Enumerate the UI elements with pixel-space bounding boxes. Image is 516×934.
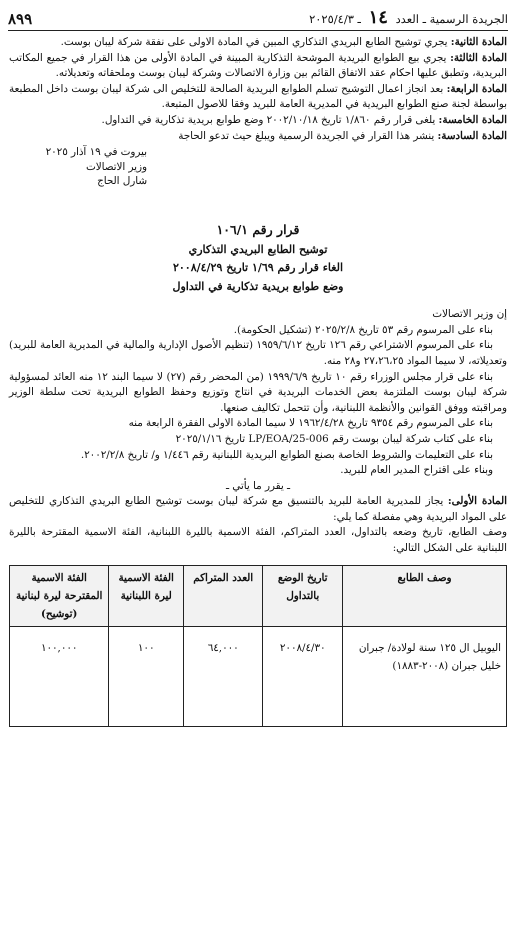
cell-cumulative: ٦٤,٠٠٠	[183, 626, 263, 726]
article-5: المادة الخامسة: يلغى قرار رقم ١/٨٦٠ تاريخ ٢٠٠٢/١٠/١٨ وضع طوابع بريدية تذكارية في التداول.	[101, 113, 507, 126]
page-header	[8, 6, 508, 28]
decision-title-1: توشيح الطابع البريدي التذكاري	[188, 242, 328, 256]
preamble-item: بناء على التعليمات والشروط الخاصة بصنع الطوابع البريدية اللبنانية رقم ١/٤٤٦ و/ تاريخ ٢٠٠٢/٢/٨.	[80, 448, 493, 461]
decision-number: قرار رقم ١٠٦/١	[216, 221, 300, 237]
preamble-item: بناء على المرسوم رقم ٩٣٥٤ تاريخ ١٩٦٢/٤/٢٨ لا سيما المادة الاولى الفقرة الرابعة منه	[128, 417, 493, 430]
decides-line: ـ يقرر ما يأتي ـ	[226, 479, 290, 492]
col-header-date: تاريخ الوضع بالتداول	[263, 565, 343, 626]
cell-nominal: ١٠٠	[109, 626, 184, 726]
article-1-followup: وصف الطابع، تاريخ وضعه بالتداول، العدد المتراكم، الفئة الاسمية بالليرة اللبنانية، الفئة الاسمية المقترحة بالليرة اللبنانية على الشكل التالي:	[9, 526, 507, 555]
signature-block	[9, 145, 507, 189]
article-2: المادة الثانية: يجري توشيح الطابع البريدي التذكاري المبين في المادة الاولى على نفقة شركة ليبان بوست.	[60, 36, 507, 48]
signature-place-date: بيروت في ١٩ آذار ٢٠٢٥	[45, 146, 147, 159]
cell-description: اليوبيل ال ١٢٥ سنة لولادة/ جبران خليل جبران (٢٠٠٨-١٨٨٣)	[343, 626, 507, 726]
article-4: المادة الرابعة: بعد انجاز اعمال التوشيح تسلم الطوابع البريدية الصالحة للتخليص الى شركة ليبان بوست داخل المطبعة بواسطة لجنة صنع الطوابع البريدية في المديرية العامة للبريد وفقا للاصول المتبعة.	[9, 82, 507, 111]
signature-name: شارل الحاج	[97, 175, 147, 188]
document-body	[9, 35, 507, 727]
col-header-proposed: الفئة الاسمية المقترحة ليرة لبنانية (توشيح)	[10, 565, 109, 626]
header-rule	[8, 30, 508, 31]
article-1: المادة الأولى: يجاز للمديرية العامة للبريد بالتنسيق مع شركة ليبان بوست توشيح الطابع البريدي التذكاري للتخليص على المواد البريدية وهي مفصلة كما يلي:	[9, 495, 507, 523]
preamble-item: وبناء على اقتراح المدير العام للبريد.	[340, 464, 493, 477]
page-number: ٨٩٩	[8, 10, 33, 28]
col-header-nominal: الفئة الاسمية ليرة اللبنانية	[109, 565, 184, 626]
decision-title-2: الغاء قرار رقم ١/٦٩ تاريخ ٢٠٠٨/٤/٢٩	[172, 261, 344, 275]
col-header-cumulative: العدد المتراكم	[183, 565, 263, 626]
preamble-item: بناء على قرار مجلس الوزراء رقم ١٠ تاريخ ١٩٩٩/٦/٩ (من المحضر رقم (٢٧) لا سيما البند ١٢ منه العائد لمسؤولية شركة ليبان بوست الملتزمة بعض الخدمات البريدية في انتاج وتوزيع وحفظ الطوابع البريدية تحت سلطة الوزير ومراقبته ووفق القوانين والأنظمة اللبنانية، وأن تتحمل تكاليف صنعها.	[9, 370, 507, 414]
cell-proposed: ١٠٠,٠٠٠	[10, 626, 109, 726]
table-row	[10, 626, 507, 726]
publication-name: الجريدة الرسمية ـ العدد	[395, 12, 508, 26]
preamble-item: بناء على كتاب شركة ليبان بوست رقم LP/EOA/25-006 تاريخ ٢٠٢٥/١/١٦	[175, 432, 493, 445]
preamble-opening: إن وزير الاتصالات	[432, 308, 507, 321]
article-6: المادة السادسة: ينشر هذا القرار في الجريدة الرسمية ويبلغ حيث تدعو الحاجة	[178, 129, 507, 142]
gazette-title	[309, 7, 508, 28]
issue-date: ـ ٢٠٢٥/٤/٣	[309, 12, 361, 26]
decision-title-3: وضع طوابع بريدية تذكارية في التداول	[172, 279, 344, 293]
col-header-description: وصف الطابع	[343, 565, 507, 626]
preamble	[9, 307, 507, 557]
stamps-table	[9, 565, 507, 727]
cell-date: ٢٠٠٨/٤/٣٠	[263, 626, 343, 726]
preamble-item: بناء على المرسوم رقم ٥٣ تاريخ ٢٠٢٥/٢/٨ (تشكيل الحكومة).	[233, 323, 493, 336]
table-header-row	[10, 565, 507, 626]
preamble-item: بناء على المرسوم الاشتراعي رقم ١٢٦ تاريخ ١٩٥٩/٦/١٢ (تنظيم الأصول الإدارية والمالية في المديرية العامة للبريد) وتعديلاته، لا سيما المواد ٢٧،٢٦،٢٥ و٢٨ منه.	[9, 339, 507, 367]
decision-heading	[9, 219, 507, 297]
article-3: المادة الثالثة: يجري بيع الطوابع البريدية الموشحة التذكارية المبينة في المادة الأولى من هذا القرار في جميع المكاتب البريدية، وتطبق عليها احكام عقد الاتفاق القائم بين وزارة الاتصالات وشركة ليبان بوست وملحقاته وتعديلاته.	[9, 51, 507, 80]
issue-number: ١٤	[368, 7, 388, 28]
signature-title: وزير الاتصالات	[86, 160, 147, 173]
